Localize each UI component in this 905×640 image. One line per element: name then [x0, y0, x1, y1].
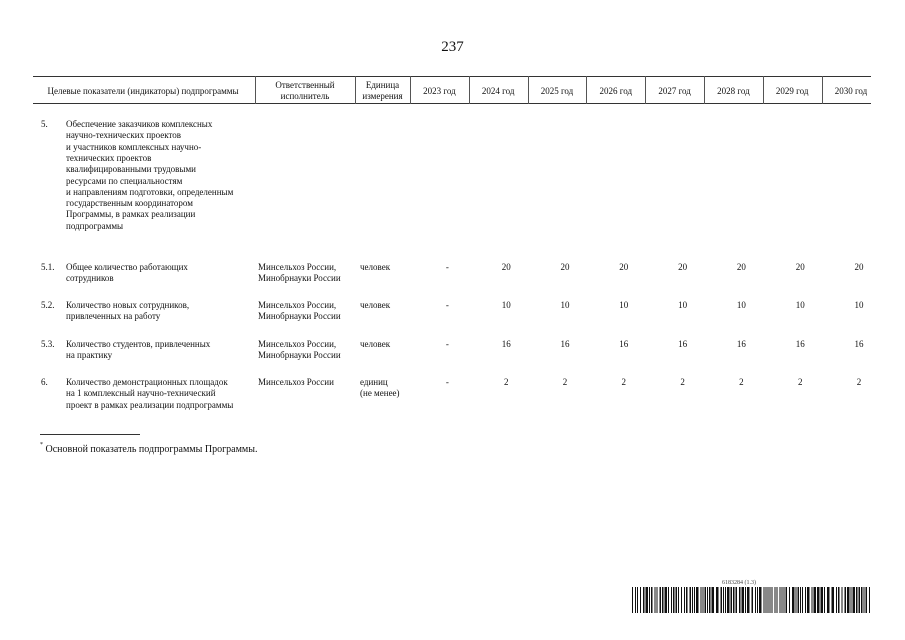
- barcode-bar: [859, 587, 861, 613]
- header-responsible-line1: Ответственный: [275, 80, 335, 90]
- barcode-bar: [780, 587, 781, 613]
- year-value: -: [445, 300, 449, 310]
- year-value: 10: [678, 300, 688, 310]
- barcode-bar: [694, 587, 695, 613]
- header-year: 2025 год: [540, 85, 574, 96]
- barcode-bar: [775, 587, 776, 613]
- barcode-bar: [814, 587, 817, 613]
- barcode-bar: [784, 587, 785, 613]
- barcode-bar: [643, 587, 645, 613]
- header-column-divider: [645, 76, 646, 104]
- barcode: [632, 587, 872, 613]
- barcode-bar: [812, 587, 813, 613]
- barcode-bar: [649, 587, 650, 613]
- barcode-bar: [802, 587, 803, 613]
- indicator-text: проект в рамках реализации подпрограммы: [66, 399, 234, 410]
- indicator-text: квалифицированными трудовыми: [66, 164, 196, 175]
- year-value: 16: [619, 339, 629, 349]
- responsible-text: Минсельхоз России,: [258, 262, 337, 272]
- table-top-border: [33, 76, 871, 77]
- header-column-divider: [586, 76, 587, 104]
- year-value: 20: [678, 262, 688, 272]
- year-value: 10: [560, 300, 570, 310]
- indicator-text: ресурсами по специальностям: [66, 175, 183, 186]
- header-year: 2027 год: [658, 85, 691, 96]
- barcode-bar: [866, 587, 868, 613]
- year-value: -: [445, 262, 449, 272]
- barcode-bar: [701, 587, 702, 613]
- unit-text: (не менее): [360, 388, 400, 399]
- barcode-bar: [755, 587, 756, 613]
- year-value: 20: [560, 262, 570, 272]
- barcode-bar: [792, 587, 795, 613]
- header-year: 2023 год: [423, 85, 456, 96]
- barcode-bar: [739, 587, 741, 613]
- barcode-bar: [824, 587, 825, 613]
- barcode-bar: [817, 587, 820, 613]
- footnote-text: Основной показатель подпрограммы Программы.: [45, 444, 258, 455]
- header-column-divider: [255, 76, 256, 104]
- barcode-bar: [842, 587, 843, 613]
- header-year: 2024 год: [481, 85, 515, 96]
- barcode-bar: [845, 587, 847, 613]
- barcode-bar: [733, 587, 735, 613]
- barcode-bar: [752, 587, 754, 613]
- barcode-bar: [703, 587, 704, 613]
- indicator-text: Количество новых сотрудников,: [66, 300, 190, 310]
- barcode-bar: [745, 587, 746, 613]
- year-value: 10: [795, 300, 805, 310]
- header-unit-line2: измерения: [362, 91, 403, 101]
- unit-text: человек: [360, 339, 391, 349]
- indicator-text: государственным координатором: [66, 198, 193, 209]
- barcode-bar: [632, 587, 633, 613]
- indicator-text: Количество студентов, привлеченных: [66, 339, 211, 349]
- barcode-bar: [796, 587, 797, 613]
- row-number: 6.: [41, 377, 48, 387]
- barcode-bar: [640, 587, 641, 613]
- barcode-bar: [851, 587, 852, 613]
- barcode-bar: [832, 587, 835, 613]
- barcode-bar: [747, 587, 750, 613]
- barcode-bar: [635, 587, 636, 613]
- barcode-bar: [673, 587, 675, 613]
- barcode-bar: [827, 587, 830, 613]
- year-value: 2: [621, 377, 627, 387]
- header-column-divider: [469, 76, 470, 104]
- year-value: 10: [736, 300, 746, 310]
- year-value: 20: [619, 262, 629, 272]
- barcode-bar: [772, 587, 773, 613]
- barcode-bar: [725, 587, 726, 613]
- responsible-text: Минобрнауки России: [258, 311, 341, 322]
- barcode-bar: [864, 587, 865, 613]
- indicator-text: подпрограммы: [66, 220, 124, 231]
- barcode-bar: [838, 587, 840, 613]
- barcode-bar: [805, 587, 806, 613]
- indicator-text: на 1 комплексный научно-технический: [66, 388, 216, 399]
- year-value: 20: [736, 262, 746, 272]
- year-value: 2: [739, 377, 744, 387]
- barcode-bar: [736, 587, 738, 613]
- barcode-bar: [821, 587, 824, 613]
- header-unit-line1: Единица: [365, 80, 400, 90]
- year-value: 16: [736, 339, 746, 349]
- barcode-bar: [637, 587, 638, 613]
- barcode-bar: [847, 587, 850, 613]
- barcode-bar: [662, 587, 664, 613]
- year-value: 10: [619, 300, 629, 310]
- year-value: 10: [501, 300, 511, 310]
- barcode-bar: [651, 587, 653, 613]
- indicator-text: и направлениям подготовки, определенным: [66, 186, 234, 197]
- barcode-bar: [681, 587, 682, 613]
- barcode-bar: [786, 587, 788, 613]
- barcode-bar: [727, 587, 730, 613]
- barcode-bar: [690, 587, 692, 613]
- header-responsible-line2: исполнитель: [280, 91, 330, 101]
- barcode-bar: [766, 587, 767, 613]
- year-value: 20: [854, 262, 864, 272]
- year-value: 16: [854, 339, 864, 349]
- barcode-bar: [723, 587, 724, 613]
- header-column-divider: [763, 76, 764, 104]
- barcode-bar: [782, 587, 783, 613]
- year-value: 10: [854, 300, 864, 310]
- footnote-separator: [40, 434, 140, 435]
- barcode-bar: [853, 587, 856, 613]
- header-year: 2026 год: [599, 85, 633, 96]
- barcode-bar: [731, 587, 733, 613]
- barcode-bar: [777, 587, 778, 613]
- barcode-bar: [712, 587, 715, 613]
- indicator-text: на практику: [66, 350, 113, 361]
- header-column-divider: [822, 76, 823, 104]
- barcode-bar: [678, 587, 679, 613]
- year-value: 16: [560, 339, 570, 349]
- indicator-text: научно-технических проектов: [66, 130, 182, 141]
- header-column-divider: [410, 76, 411, 104]
- footnote: [40, 444, 257, 455]
- year-value: -: [445, 377, 449, 387]
- year-value: -: [445, 339, 449, 349]
- responsible-text: Минсельхоз России: [258, 377, 334, 387]
- barcode-bar: [686, 587, 688, 613]
- header-column-divider: [704, 76, 705, 104]
- barcode-bar: [665, 587, 668, 613]
- barcode-caption: 6183284 (1.3): [722, 580, 756, 586]
- indicator-text: сотрудников: [66, 273, 114, 284]
- row-number: 5.2.: [41, 300, 55, 310]
- indicator-text: Количество демонстрационных площадок: [66, 377, 228, 387]
- barcode-bar: [807, 587, 810, 613]
- barcode-bar: [861, 587, 863, 613]
- year-value: 20: [795, 262, 805, 272]
- indicator-text: Обеспечение заказчиков комплексных: [66, 119, 213, 129]
- header-year: 2030 год: [834, 85, 868, 96]
- indicator-text: технических проектов: [66, 152, 152, 163]
- year-value: 2: [856, 377, 862, 387]
- barcode-bar: [770, 587, 771, 613]
- year-value: 2: [680, 377, 685, 387]
- header-indicator: Целевые показатели (индикаторы) подпрограммы: [47, 85, 239, 96]
- barcode-bar: [657, 587, 658, 613]
- barcode-bar: [798, 587, 800, 613]
- row-number: 5.3.: [41, 339, 55, 349]
- responsible-text: Минсельхоз России,: [258, 300, 337, 310]
- indicator-text: привлеченных на работу: [66, 311, 161, 322]
- row-number: 5.: [41, 119, 48, 129]
- unit-text: человек: [360, 300, 391, 310]
- barcode-bar: [721, 587, 723, 613]
- page-number: 237: [441, 39, 464, 55]
- responsible-text: Минобрнауки России: [258, 273, 341, 284]
- barcode-bar: [856, 587, 858, 613]
- responsible-text: Минобрнауки России: [258, 350, 341, 361]
- year-value: 16: [795, 339, 805, 349]
- year-value: 2: [562, 377, 568, 387]
- header-column-divider: [528, 76, 529, 104]
- barcode-bar: [759, 587, 762, 613]
- barcode-bar: [869, 587, 870, 613]
- year-value: 2: [503, 377, 509, 387]
- year-value: 2: [797, 377, 803, 387]
- barcode-bar: [660, 587, 662, 613]
- header-responsible: [255, 78, 355, 104]
- footnote-marker: *: [40, 442, 43, 448]
- barcode-bar: [676, 587, 678, 613]
- indicator-text: и участников комплексных научно-: [66, 141, 202, 152]
- barcode-bar: [764, 587, 765, 613]
- barcode-bar: [742, 587, 745, 613]
- barcode-bar: [705, 587, 707, 613]
- barcode-bar: [692, 587, 693, 613]
- year-value: 16: [678, 339, 688, 349]
- barcode-bar: [696, 587, 699, 613]
- year-value: 20: [501, 262, 511, 272]
- unit-text: единиц: [360, 377, 388, 387]
- barcode-bar: [800, 587, 801, 613]
- header-year: 2028 год: [717, 85, 750, 96]
- barcode-bar: [671, 587, 672, 613]
- barcode-bar: [707, 587, 708, 613]
- barcode-bar: [646, 587, 649, 613]
- year-value: 16: [501, 339, 511, 349]
- barcode-bar: [768, 587, 769, 613]
- barcode-bar: [757, 587, 758, 613]
- header-column-divider: [355, 76, 356, 104]
- responsible-text: Минсельхоз России,: [258, 339, 337, 349]
- unit-text: человек: [360, 262, 391, 272]
- barcode-bar: [668, 587, 669, 613]
- barcode-bar: [709, 587, 711, 613]
- barcode-bar: [789, 587, 790, 613]
- header-year: 2029 год: [775, 85, 809, 96]
- row-number: 5.1.: [41, 262, 55, 272]
- barcode-bar: [716, 587, 719, 613]
- barcode-bar: [836, 587, 837, 613]
- indicator-text: Общее количество работающих: [66, 262, 188, 272]
- indicator-text: Программы, в рамках реализации: [66, 209, 196, 220]
- barcode-bar: [684, 587, 685, 613]
- header-unit: [355, 78, 410, 104]
- barcode-bar: [655, 587, 656, 613]
